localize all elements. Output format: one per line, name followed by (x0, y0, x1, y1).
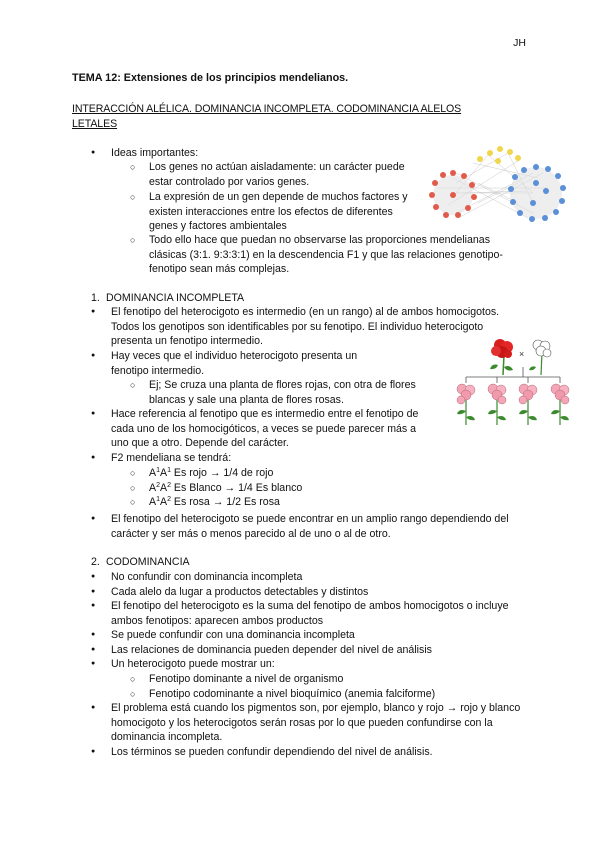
ideas-sublist-2 (130, 233, 530, 277)
section1-list-b (91, 349, 371, 378)
section1-bullet-5: ● El fenotipo del heterocigoto se puede encontrar en un amplio rango dependiendo del carácter y ser más o menos parecido al de uno o al de otro. (91, 512, 531, 541)
section1-list-c (91, 407, 431, 465)
section2-bullet: ● El fenotipo del heterocigoto es la suma del fenotipo de ambos homocigotos o incluye ambos fenotipos: aparecen ambos productos (91, 599, 531, 628)
gene-network-figure (418, 143, 570, 233)
section2-title (91, 555, 190, 570)
section1-list-d (91, 512, 531, 541)
ideas-sub-2: ○ La expresión de un gen depende de muchos factores y existen interacciones entre los efectos de diferentes genes y factores ambientales (130, 190, 415, 234)
section2-bullet: ● El problema está cuando los pigmentos son, por ejemplo, blanco y rojo → rojo y blanco homocigoto y los heterocigotos serán rosas por lo que pueden confundirse con la dominancia incompleta. (91, 701, 531, 745)
section1-number: 1. (91, 292, 100, 304)
pink-flower-offspring (457, 384, 569, 425)
section2-list-a (91, 570, 531, 672)
ideas-sub-3: ○ Todo ello hace que puedan no observarse las proporciones mendelianas clásicas (3:1. 9:3:3:1) en la descendencia F1 y que las relaciones genotipo-fenotipo sean más complejas. (130, 233, 530, 277)
section1-title (91, 291, 244, 306)
section2-bullet: ● Se puede confundir con una dominancia incompleta (91, 628, 531, 643)
section2-title-text: CODOMINANCIA (106, 556, 190, 568)
f2-row: ○ $A^1A^1$ Es rojo → 1/4 de rojo (130, 466, 430, 481)
page-initials: JH (513, 37, 526, 49)
section1-bullet-2: ● Hay veces que el individuo heterocigoto presenta un fenotipo intermedio. (91, 349, 371, 378)
section2-sub: ○ Fenotipo dominante a nivel de organismo (130, 672, 530, 687)
flower-cross-figure (452, 337, 574, 427)
ideas-sublist (130, 160, 415, 234)
section2-number: 2. (91, 556, 100, 568)
section2-bullet: ● Un heterocigoto puede mostrar un: (91, 657, 531, 672)
section1-title-text: DOMINANCIA INCOMPLETA (106, 292, 245, 304)
f2-row: ○ $A^2A^2$ Es Blanco → 1/4 Es blanco (130, 481, 430, 496)
f2-list (130, 466, 430, 510)
section2-sublist (130, 672, 530, 701)
section2-bullet: ● Cada alelo da lugar a productos detectables y distintos (91, 585, 531, 600)
section2-list-b (91, 701, 531, 759)
red-flower-parent (490, 339, 513, 375)
section2-bullet: ● Las relaciones de dominancia pueden depender del nivel de análisis (91, 643, 531, 658)
section2-bullet: ● No confundir con dominancia incompleta (91, 570, 531, 585)
section-heading: INTERACCIÓN ALÉLICA. DOMINANCIA INCOMPLETA. CODOMINANCIA ALELOS LETALES (72, 103, 462, 130)
cross-symbol: × (519, 349, 525, 359)
page-title: TEMA 12: Extensiones de los principios mendelianos. (72, 72, 349, 84)
f2-row: ○ $A^1A^2$ Es rosa → 1/2 Es rosa (130, 495, 430, 510)
cross-lines (466, 367, 560, 383)
ideas-label: Ideas importantes: (111, 147, 199, 159)
section2-sub: ○ Fenotipo codominante a nivel bioquímico (anemia falciforme) (130, 687, 530, 702)
network-yellow-nodes (477, 146, 521, 164)
white-flower-parent (529, 340, 551, 375)
section1-sub-1: ○ Ej; Se cruza una planta de flores rojas, con otra de flores blancas y sale una planta de flores rosas. (130, 378, 432, 407)
section1-sublist (130, 378, 432, 407)
section1-bullet-4: ● F2 mendeliana se tendrá: (91, 451, 431, 466)
section1-bullet-3: ● Hace referencia al fenotipo que es intermedio entre el fenotipo de cada uno de los homocigóticos, a veces se puede parecer más a uno que a otro. Depende del carácter. (91, 407, 431, 451)
section2-bullet: ● Los términos se pueden confundir dependiendo del nivel de análisis. (91, 745, 531, 760)
section1-bullet-1: ● El fenotipo del heterocigoto es intermedio (en un rango) al de ambos homocigotos. Todos los genotipos son identificables por su fenotipo. El individuo heterocigoto presenta un fenotipo intermedio. (91, 305, 521, 349)
ideas-sub-1: ○ Los genes no actúan aisladamente: un carácter puede estar controlado por varios genes. (130, 160, 415, 189)
